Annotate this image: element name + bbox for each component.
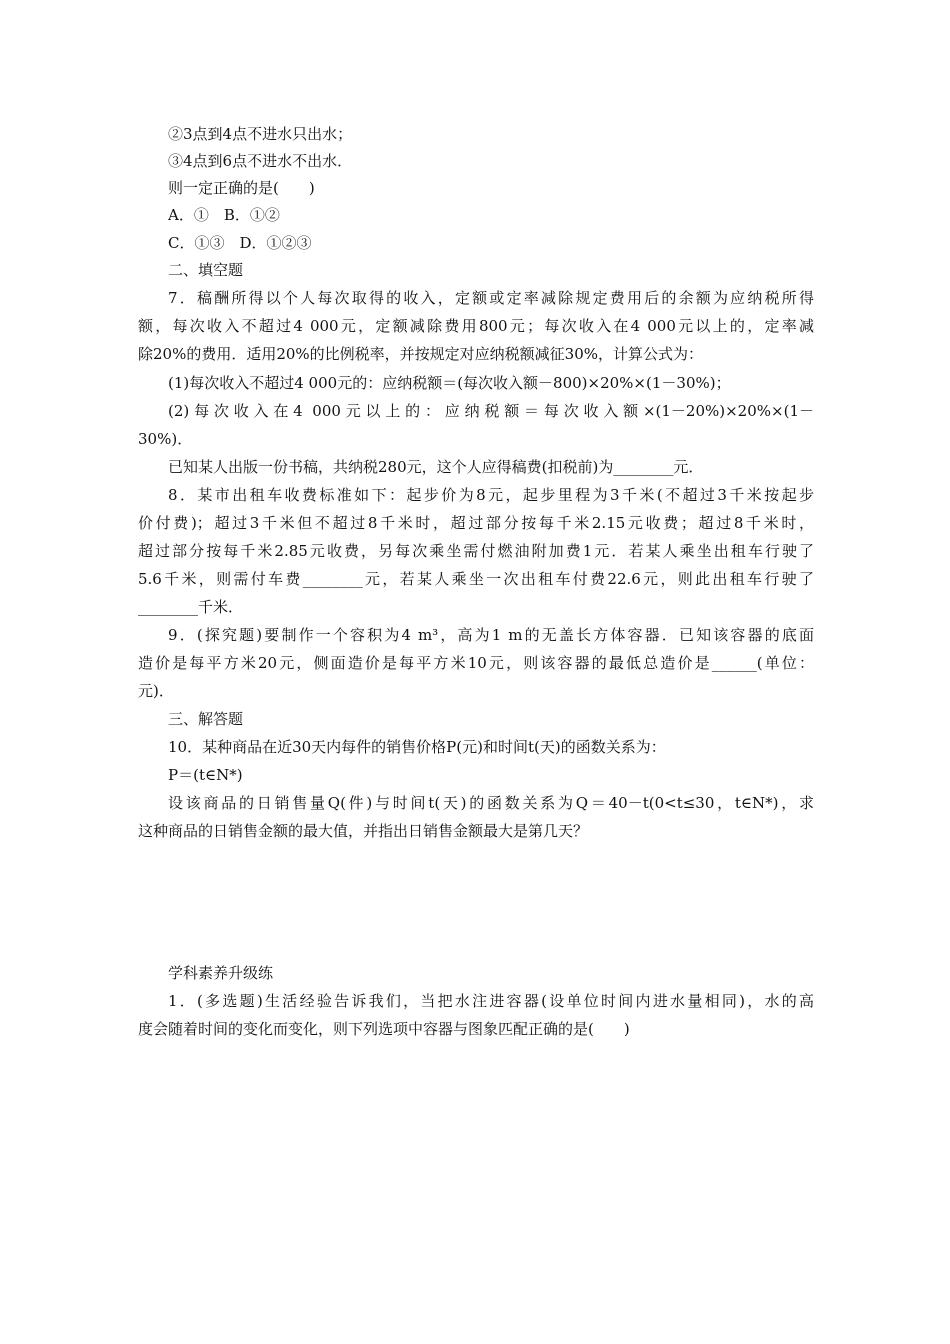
text-line: ②3点到4点不进水只出水； [168, 125, 353, 143]
text-line: 这种商品的日销售金额的最大值，并指出日销售金额最大是第几天？ [138, 822, 589, 840]
text-line: 价付费)；超过3千米但不超过8千米时，超过部分按每千米2.15元收费；超过8千米时， [138, 514, 814, 532]
text-line: 超过部分按每千米2.85元收费，另每次乘坐需付燃油附加费1元．若某人乘坐出租车行驶了 [138, 542, 814, 560]
text-line: 设该商品的日销售量Q(件)与时间t(天)的函数关系为Q＝40－t(0<t≤30，t∈N*)，求 [168, 794, 814, 812]
text-line: ③4点到6点不进水不出水． [168, 152, 353, 170]
text-line: 9．(探究题)要制作一个容积为4 m³，高为1 m的无盖长方体容器．已知该容器的底面 [168, 626, 814, 644]
text-line: (1)每次收入不超过4 000元的：应纳税额＝(每次收入额－800)×20%×(1－30%)； [168, 374, 731, 392]
text-line: 7．稿酬所得以个人每次取得的收入，定额或定率减除规定费用后的余额为应纳税所得 [168, 289, 814, 307]
text-line: A．① B．①② [168, 206, 280, 224]
text-line: 30%)． [138, 430, 193, 448]
text-line: 1．(多选题)生活经验告诉我们，当把水注进容器(设单位时间内进水量相同)，水的高 [168, 992, 814, 1010]
text-line: ________千米． [138, 598, 244, 616]
text-line: 5.6千米，则需付车费________元，若某人乘坐一次出租车付费22.6元，则此出租车行驶了 [138, 570, 814, 588]
text-line: 度会随着时间的变化而变化，则下列选项中容器与图象匹配正确的是( ) [138, 1020, 630, 1038]
text-line: 元)． [138, 682, 174, 700]
text-line: 除20%的费用．适用20%的比例税率，并按规定对应纳税额减征30%，计算公式为： [138, 345, 704, 363]
text-line: 则一定正确的是( ) [168, 179, 315, 197]
text-line: 额，每次收入不超过4 000元，定额减除费用800元；每次收入在4 000元以上的，定率减 [138, 317, 814, 335]
section-heading: 二、填空题 [168, 261, 244, 279]
text-line: P＝(t∈N*) [168, 766, 243, 784]
text-line: 8．某市出租车收费标准如下：起步价为8元，起步里程为3千米(不超过3千米按起步 [168, 486, 814, 504]
text-line: 造价是每平方米20元，侧面造价是每平方米10元，则该容器的最低总造价是______(单位： [138, 654, 814, 672]
text-line: 已知某人出版一份书稿，共纳税280元，这个人应得稿费(扣税前)为________元． [168, 458, 704, 476]
section-heading: 三、解答题 [168, 710, 244, 728]
text-line: (2)每次收入在4 000元以上的：应纳税额＝每次收入额×(1－20%)×20%×(1－ [168, 402, 814, 420]
text-line: C．①③ D．①②③ [168, 234, 312, 252]
text-line: 10．某种商品在近30天内每件的销售价格P(元)和时间t(天)的函数关系为： [168, 738, 666, 756]
section-heading: 学科素养升级练 [168, 964, 274, 982]
